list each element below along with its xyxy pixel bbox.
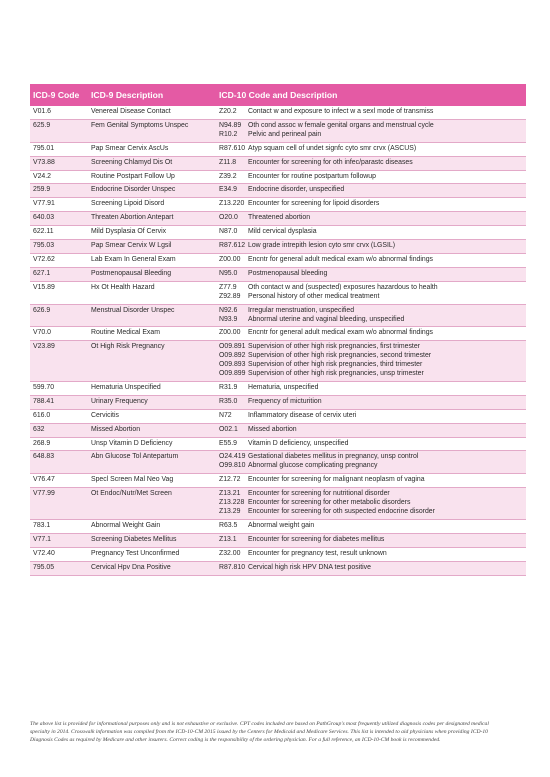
table-row (30, 142, 526, 156)
icd10-description: Encounter for screening for malignant neoplasm of vagina (248, 476, 425, 484)
icd10-entry (219, 453, 523, 462)
icd10-entry (219, 508, 523, 517)
icd10-description: Abnormal uterine and vaginal bleeding, unspecified (248, 315, 405, 323)
icd10-description: Cervical high risk HPV DNA test positive (248, 563, 371, 571)
icd10-code: N95.0 (219, 269, 238, 277)
icd9-code-cell: 259.9 (30, 184, 88, 198)
icd10-cell (216, 488, 526, 520)
icd9-code-cell: 626.9 (30, 304, 88, 327)
table-row (30, 184, 526, 198)
icd10-code: R31.9 (219, 383, 238, 391)
icd10-cell (216, 212, 526, 226)
icd10-code: O20.0 (219, 214, 238, 222)
icd9-description-cell: Screening Diabetes Mellitus (88, 533, 216, 547)
table-row (30, 451, 526, 474)
icd9-description-cell: Fem Genital Symptoms Unspec (88, 119, 216, 142)
table-row (30, 226, 526, 240)
icd10-description: Hematuria, unspecified (248, 383, 319, 391)
icd10-code: O09.899 (219, 370, 246, 378)
icd9-description-cell: Pregnancy Test Unconfirmed (88, 547, 216, 561)
icd10-description: Encounter for pregnancy test, result unknown (248, 549, 387, 557)
icd9-code-cell: V70.0 (30, 327, 88, 341)
icd10-entry (219, 159, 523, 168)
icd10-description: Atyp squam cell of undet signfc cyto smr crvx (ASCUS) (248, 144, 417, 152)
icd9-code-cell: 268.9 (30, 437, 88, 451)
icd10-description: Oth cond assoc w female genital organs and menstrual cycle (248, 121, 434, 129)
icd9-description-cell: Unsp Vitamin D Deficiency (88, 437, 216, 451)
icd9-description-cell: Threaten Abortion Antepart (88, 212, 216, 226)
icd9-code-cell: 648.83 (30, 451, 88, 474)
icd10-description: Supervision of other high risk pregnancies, unsp trimester (248, 370, 424, 378)
icd9-description-cell: Hematuria Unspecified (88, 381, 216, 395)
icd10-cell (216, 281, 526, 304)
icd10-code: Z92.89 (219, 292, 241, 300)
icd9-code-cell: 632 (30, 423, 88, 437)
icd10-cell (216, 184, 526, 198)
icd9-description-cell: Hx Ot Health Hazard (88, 281, 216, 304)
icd10-entry (219, 122, 523, 131)
icd10-entry (219, 186, 523, 195)
icd10-code: R63.5 (219, 521, 238, 529)
icd9-code-cell: V77.1 (30, 533, 88, 547)
icd9-code-cell: V77.99 (30, 488, 88, 520)
icd10-cell (216, 451, 526, 474)
crosswalk-document (30, 84, 526, 576)
icd10-description: Vitamin D deficiency, unspecified (248, 439, 349, 447)
icd10-entry (219, 131, 523, 140)
icd10-description: Irregular menstruation, unspecified (248, 306, 355, 314)
icd10-code: O09.893 (219, 361, 246, 369)
icd10-entry (219, 426, 523, 435)
icd10-cell (216, 381, 526, 395)
icd10-code: N87.0 (219, 228, 238, 236)
icd9-description-cell: Endocrine Disorder Unspec (88, 184, 216, 198)
icd9-description-cell: Cervical Hpv Dna Positive (88, 561, 216, 575)
icd9-code-cell: 616.0 (30, 409, 88, 423)
icd10-description: Endocrine disorder, unspecified (248, 186, 345, 194)
icd10-entry (219, 499, 523, 508)
icd10-description: Encounter for screening for oth infec/parastc diseases (248, 158, 413, 166)
icd10-code: Z00.00 (219, 255, 241, 263)
table-row (30, 409, 526, 423)
icd10-code: Z13.21 (219, 490, 241, 498)
icd9-code-cell: 788.41 (30, 395, 88, 409)
icd10-code: E55.9 (219, 439, 238, 447)
icd10-entry (219, 490, 523, 499)
icd10-entry (219, 293, 523, 302)
icd10-cell (216, 106, 526, 119)
icd10-entry (219, 200, 523, 209)
icd10-cell (216, 198, 526, 212)
icd10-description: Supervision of other high risk pregnancies, first trimester (248, 343, 420, 351)
table-row (30, 212, 526, 226)
icd10-entry (219, 256, 523, 265)
icd10-code: N72 (219, 411, 232, 419)
table-row (30, 281, 526, 304)
icd9-code-cell: V01.6 (30, 106, 88, 119)
table-row (30, 304, 526, 327)
icd10-entry (219, 564, 523, 573)
icd9-description-cell: Abn Glucose Tol Antepartum (88, 451, 216, 474)
icd9-description-cell: Routine Medical Exam (88, 327, 216, 341)
icd10-entry (219, 361, 523, 370)
icd10-description: Encntr for general adult medical exam w/o abnormal findings (248, 255, 433, 263)
icd10-cell (216, 409, 526, 423)
icd10-cell (216, 170, 526, 184)
icd10-cell (216, 423, 526, 437)
header-icd9-description: ICD-9 Description (88, 84, 216, 106)
icd10-code: Z13.29 (219, 508, 241, 515)
icd10-code: Z13.1 (219, 535, 237, 543)
table-row (30, 423, 526, 437)
icd10-code: O02.1 (219, 425, 238, 433)
icd10-cell (216, 267, 526, 281)
icd10-code: Z39.2 (219, 172, 237, 180)
icd10-code: E34.9 (219, 186, 238, 194)
icd9-description-cell: Lab Exam In General Exam (88, 253, 216, 267)
table-header-row (30, 84, 526, 106)
icd9-code-cell: 795.03 (30, 240, 88, 254)
icd10-code: R35.0 (219, 397, 238, 405)
footnote-line: Diagnosis Codes as required by Medicare and other insurers. Correct coding is the responsibility of the ordering physician. For a full reference, an ICD-10-CM book is recommended. (30, 737, 441, 744)
icd10-entry (219, 440, 523, 449)
table-row (30, 170, 526, 184)
icd10-description: Personal history of other medical treatment (248, 292, 380, 300)
table-row (30, 119, 526, 142)
icd9-code-cell: 795.01 (30, 142, 88, 156)
icd10-cell (216, 341, 526, 382)
icd9-description-cell: Screening Lipoid Disord (88, 198, 216, 212)
icd9-description-cell: Menstrual Disorder Unspec (88, 304, 216, 327)
icd9-code-cell: V76.47 (30, 474, 88, 488)
icd9-code-cell: 599.70 (30, 381, 88, 395)
icd10-code: Z20.2 (219, 108, 237, 115)
icd9-description-cell: Pap Smear Cervix W Lgsil (88, 240, 216, 254)
icd10-description: Encounter for screening for lipoid disorders (248, 200, 380, 208)
icd10-code: R87.810 (219, 563, 246, 571)
icd10-code: Z12.72 (219, 476, 241, 484)
icd9-description-cell: Missed Abortion (88, 423, 216, 437)
icd10-entry (219, 343, 523, 352)
icd10-entry (219, 352, 523, 361)
table-row (30, 198, 526, 212)
icd9-code-cell: V23.89 (30, 341, 88, 382)
icd10-code: O09.891 (219, 343, 246, 351)
icd9-description-cell: Mild Dysplasia Of Cervix (88, 226, 216, 240)
table-row (30, 327, 526, 341)
icd9-description-cell: Abnormal Weight Gain (88, 519, 216, 533)
icd10-entry (219, 522, 523, 531)
icd9-code-cell: V24.2 (30, 170, 88, 184)
table-row (30, 341, 526, 382)
icd10-code: R10.2 (219, 130, 238, 138)
header-icd9-code: ICD-9 Code (30, 84, 88, 106)
icd10-code: Z11.8 (219, 158, 237, 166)
icd10-code: Z32.00 (219, 549, 241, 557)
icd10-description: Encounter for screening for other metabolic disorders (248, 499, 411, 507)
icd9-description-cell: Ot Endoc/Nutr/Met Screen (88, 488, 216, 520)
icd10-cell (216, 547, 526, 561)
icd10-description: Low grade intrepith lesion cyto smr crvx (LGSIL) (248, 242, 396, 250)
icd10-cell (216, 119, 526, 142)
icd9-description-cell: Screening Chlamyd Dis Ot (88, 156, 216, 170)
icd10-entry (219, 384, 523, 393)
icd10-code: O24.419 (219, 453, 246, 461)
icd-crosswalk-table (30, 84, 526, 576)
icd10-description: Postmenopausal bleeding (248, 269, 328, 277)
icd10-entry (219, 214, 523, 223)
icd10-cell (216, 253, 526, 267)
icd10-cell (216, 226, 526, 240)
icd9-code-cell: V15.89 (30, 281, 88, 304)
icd10-cell (216, 519, 526, 533)
icd10-entry (219, 329, 523, 338)
icd10-entry (219, 145, 523, 154)
icd10-description: Encntr for general adult medical exam w/o abnormal findings (248, 329, 433, 337)
icd10-cell (216, 395, 526, 409)
icd10-description: Abnormal weight gain (248, 521, 315, 529)
icd10-description: Missed abortion (248, 425, 297, 433)
icd9-description-cell: Urinary Frequency (88, 395, 216, 409)
table-row (30, 547, 526, 561)
icd10-entry (219, 242, 523, 251)
icd10-entry (219, 536, 523, 545)
icd9-code-cell: 622.11 (30, 226, 88, 240)
icd10-description: Gestational diabetes mellitus in pregnancy, unsp control (248, 453, 419, 461)
icd10-code: Z13.220 (219, 200, 245, 208)
icd9-code-cell: V77.91 (30, 198, 88, 212)
table-row (30, 561, 526, 575)
icd10-code: O99.810 (219, 462, 246, 470)
icd10-code: Z00.00 (219, 329, 241, 337)
icd10-entry (219, 316, 523, 325)
icd9-code-cell: 627.1 (30, 267, 88, 281)
icd10-cell (216, 142, 526, 156)
icd9-description-cell: Ot High Risk Pregnancy (88, 341, 216, 382)
icd10-code: Z13.228 (219, 499, 245, 507)
table-row (30, 106, 526, 119)
icd9-description-cell: Cervicitis (88, 409, 216, 423)
icd10-description: Pelvic and perineal pain (248, 130, 322, 138)
icd10-description: Encounter for routine postpartum followup (248, 172, 376, 180)
icd9-code-cell: 625.9 (30, 119, 88, 142)
icd10-entry (219, 412, 523, 421)
table-row (30, 381, 526, 395)
table-row (30, 474, 526, 488)
icd10-description: Frequency of micturition (248, 397, 322, 405)
icd10-description: Threatened abortion (248, 214, 311, 222)
icd10-description: Inflammatory disease of cervix uteri (248, 411, 357, 419)
icd9-description-cell: Venereal Disease Contact (88, 106, 216, 119)
icd10-cell (216, 156, 526, 170)
icd10-entry (219, 462, 523, 471)
icd10-code: N93.9 (219, 315, 238, 323)
icd9-description-cell: Pap Smear Cervix AscUs (88, 142, 216, 156)
icd9-description-cell: Specl Screen Mal Neo Vag (88, 474, 216, 488)
table-row (30, 253, 526, 267)
icd9-code-cell: 795.05 (30, 561, 88, 575)
icd10-cell (216, 561, 526, 575)
table-row (30, 267, 526, 281)
table-row (30, 437, 526, 451)
icd10-cell (216, 327, 526, 341)
icd10-entry (219, 370, 523, 379)
table-row (30, 156, 526, 170)
table-row (30, 488, 526, 520)
icd10-entry (219, 228, 523, 237)
table-row (30, 533, 526, 547)
icd10-entry (219, 398, 523, 407)
icd10-entry (219, 307, 523, 316)
icd10-description: Mild cervical dysplasia (248, 228, 317, 236)
icd9-code-cell: 783.1 (30, 519, 88, 533)
icd10-entry (219, 108, 523, 117)
icd9-code-cell: 640.03 (30, 212, 88, 226)
icd10-description: Encounter for screening for oth suspected endocrine disorder (248, 508, 435, 515)
table-row (30, 519, 526, 533)
icd10-cell (216, 474, 526, 488)
icd10-code: R87.612 (219, 242, 246, 250)
icd10-entry (219, 173, 523, 182)
icd10-description: Abnormal glucose complicating pregnancy (248, 462, 378, 470)
icd10-entry (219, 476, 523, 485)
disclaimer-footnote (30, 720, 528, 744)
icd10-description: Encounter for screening for nutritional disorder (248, 490, 390, 498)
icd10-code: R87.610 (219, 144, 246, 152)
footnote-line: The above list is provided for informational purposes only and is not exhaustive or exclusive. CPT codes included are based on PathGroup's most frequently utilized diagnosis codes per designated medical (30, 721, 489, 727)
icd10-cell (216, 437, 526, 451)
icd10-cell (216, 240, 526, 254)
icd9-code-cell: V73.88 (30, 156, 88, 170)
icd9-code-cell: V72.62 (30, 253, 88, 267)
icd10-entry (219, 284, 523, 293)
icd10-code: N92.6 (219, 306, 238, 314)
icd10-code: N94.89 (219, 121, 242, 129)
icd10-description: Supervision of other high risk pregnancies, second trimester (248, 352, 432, 360)
icd10-cell (216, 304, 526, 327)
table-row (30, 395, 526, 409)
icd10-code: Z77.9 (219, 283, 237, 291)
icd10-code: O09.892 (219, 352, 246, 360)
icd10-entry (219, 270, 523, 279)
header-icd10-code-description: ICD-10 Code and Description (216, 84, 526, 106)
icd10-description: Contact w and exposure to infect w a sexl mode of transmiss (248, 108, 434, 115)
table-row (30, 240, 526, 254)
footnote-line: specialty in 2014. Crosswalk information was compiled from the ICD-10-CM 2015 issued by the Centers for Medicaid and Medicare Services. This list is intended to aid physicians when providing ICD-10 (30, 729, 488, 736)
icd9-description-cell: Routine Postpart Follow Up (88, 170, 216, 184)
icd10-description: Supervision of other high risk pregnancies, third trimester (248, 361, 423, 369)
icd9-description-cell: Postmenopausal Bleeding (88, 267, 216, 281)
icd9-code-cell: V72.40 (30, 547, 88, 561)
icd10-description: Encounter for screening for diabetes mellitus (248, 535, 385, 543)
icd10-cell (216, 533, 526, 547)
icd10-description: Oth contact w and (suspected) exposures hazardous to health (248, 283, 438, 291)
icd10-entry (219, 550, 523, 559)
